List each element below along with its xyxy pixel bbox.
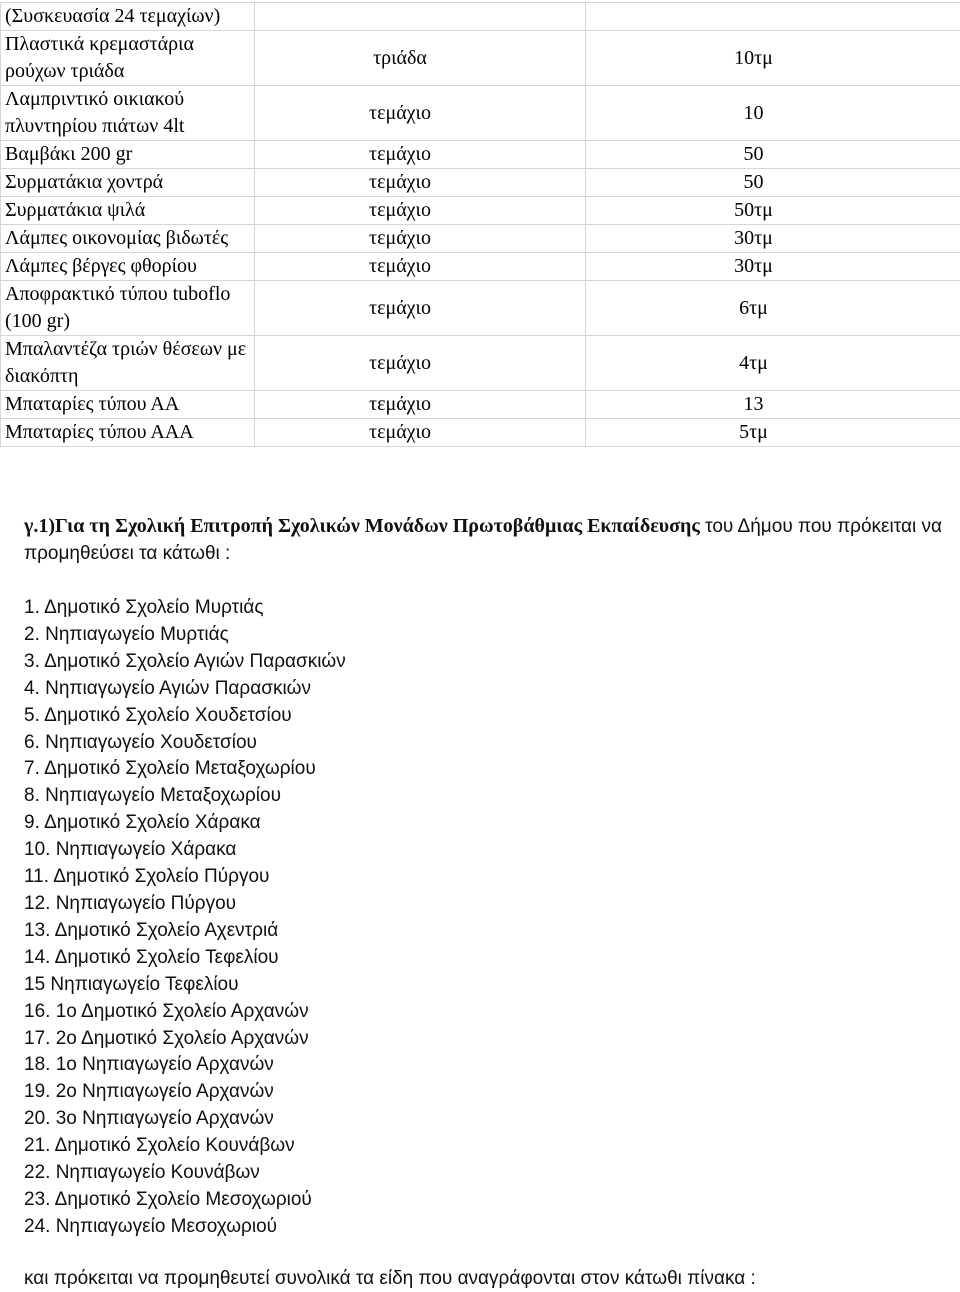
table-row: [1, 253, 960, 281]
list-item: 13. Δημοτικό Σχολείο Αχεντριά: [24, 919, 279, 941]
item-name-cell: Συρματάκια ψιλά: [1, 197, 255, 225]
table-row: [1, 86, 960, 141]
item-qty-cell: 10τμ: [586, 31, 960, 86]
item-name-cell: Μπαταρίες τύπου ΑΑ: [1, 391, 255, 419]
closing-paragraph: και πρόκειται να προμηθευτεί συνολικά τα είδη που αναγράφονται στον κάτωθι πίνακα :: [24, 1268, 756, 1289]
list-item: 19. 2ο Νηπιαγωγείο Αρχανών: [24, 1081, 274, 1103]
list-item: 23. Δημοτικό Σχολείο Μεσοχωριού: [24, 1188, 312, 1210]
item-unit-cell: τεμάχιο: [255, 86, 586, 141]
item-unit-cell: τεμάχιο: [255, 253, 586, 281]
list-item: 3. Δημοτικό Σχολείο Αγιών Παρασκιών: [24, 650, 346, 672]
table-row: [1, 3, 960, 31]
item-unit-cell: τεμάχιο: [255, 141, 586, 169]
list-item: 5. Δημοτικό Σχολείο Χουδετσίου: [24, 704, 292, 726]
table-row: [1, 419, 960, 447]
items-table: [0, 2, 960, 447]
item-qty-cell: [586, 3, 960, 31]
list-item: 8. Νηπιαγωγείο Μεταξοχωρίου: [24, 785, 281, 807]
list-item: 15 Νηπιαγωγείο Τεφελίου: [24, 973, 239, 995]
item-name-cell: Συρματάκια χοντρά: [1, 169, 255, 197]
item-name-cell: Λάμπες οικονομίας βιδωτές: [1, 225, 255, 253]
list-item: 20. 3ο Νηπιαγωγείο Αρχανών: [24, 1108, 274, 1130]
item-qty-cell: 50: [586, 169, 960, 197]
item-unit-cell: τεμάχιο: [255, 225, 586, 253]
list-item: 7. Δημοτικό Σχολείο Μεταξοχωρίου: [24, 758, 316, 780]
list-item: 18. 1ο Νηπιαγωγείο Αρχανών: [24, 1054, 274, 1076]
item-qty-cell: 5τμ: [586, 419, 960, 447]
item-unit-cell: τεμάχιο: [255, 169, 586, 197]
table-row: [1, 336, 960, 391]
section-heading-bold: γ.1)Για τη Σχολική Επιτροπή Σχολικών Μονάδων Πρωτοβάθμιας Εκπαίδευσης: [24, 515, 700, 537]
list-item: 12. Νηπιαγωγείο Πύργου: [24, 892, 237, 914]
list-item: 6. Νηπιαγωγείο Χουδετσίου: [24, 731, 257, 753]
list-item: 2. Νηπιαγωγείο Μυρτιάς: [24, 623, 229, 645]
table-row: [1, 281, 960, 336]
item-unit-cell: τεμάχιο: [255, 281, 586, 336]
table-row: [1, 169, 960, 197]
item-qty-cell: 50τμ: [586, 197, 960, 225]
item-name-cell: (Συσκευασία 24 τεμαχίων): [1, 3, 255, 31]
list-item: 24. Νηπιαγωγείο Μεσοχωριού: [24, 1215, 278, 1237]
item-qty-cell: 6τμ: [586, 281, 960, 336]
item-qty-cell: 10: [586, 86, 960, 141]
item-unit-cell: τεμάχιο: [255, 197, 586, 225]
item-name-cell: Μπαταρίες τύπου ΑΑΑ: [1, 419, 255, 447]
item-qty-cell: 4τμ: [586, 336, 960, 391]
school-list: [24, 595, 346, 1241]
item-name-cell: Λαμπριντικό οικιακού πλυντηρίου πιάτων 4lt: [1, 86, 255, 141]
item-qty-cell: 13: [586, 391, 960, 419]
item-unit-cell: τεμάχιο: [255, 391, 586, 419]
list-item: 4. Νηπιαγωγείο Αγιών Παρασκιών: [24, 677, 311, 699]
list-item: 9. Δημοτικό Σχολείο Χάρακα: [24, 812, 261, 834]
item-name-cell: Λάμπες βέργες φθορίου: [1, 253, 255, 281]
section-heading-rest: του Δήμου που πρόκειται να προμηθεύσει τα κάτωθι :: [24, 516, 942, 564]
list-item: 16. 1ο Δημοτικό Σχολείο Αρχανών: [24, 1000, 309, 1022]
item-unit-cell: τεμάχιο: [255, 336, 586, 391]
item-qty-cell: 30τμ: [586, 253, 960, 281]
item-unit-cell: [255, 3, 586, 31]
list-item: 22. Νηπιαγωγείο Κουνάβων: [24, 1162, 260, 1184]
list-item: 10. Νηπιαγωγείο Χάρακα: [24, 839, 237, 861]
list-item: 17. 2ο Δημοτικό Σχολείο Αρχανών: [24, 1027, 309, 1049]
list-item: 21. Δημοτικό Σχολείο Κουνάβων: [24, 1135, 295, 1157]
item-name-cell: Μπαλαντέζα τριών θέσεων με διακόπτη: [1, 336, 255, 391]
item-unit-cell: τεμάχιο: [255, 419, 586, 447]
section-heading: [24, 513, 960, 567]
table-row: [1, 31, 960, 86]
table-row: [1, 197, 960, 225]
list-item: 1. Δημοτικό Σχολείο Μυρτιάς: [24, 597, 264, 618]
item-unit-cell: τριάδα: [255, 31, 586, 86]
item-name-cell: Βαμβάκι 200 gr: [1, 141, 255, 169]
table-row: [1, 391, 960, 419]
list-item: 11. Δημοτικό Σχολείο Πύργου: [24, 866, 270, 888]
table-row: [1, 141, 960, 169]
item-name-cell: Αποφρακτικό τύπου tuboflo (100 gr): [1, 281, 255, 336]
item-name-cell: Πλαστικά κρεμαστάρια ρούχων τριάδα: [1, 31, 255, 86]
item-qty-cell: 30τμ: [586, 225, 960, 253]
item-qty-cell: 50: [586, 141, 960, 169]
list-item: 14. Δημοτικό Σχολείο Τεφελίου: [24, 946, 279, 968]
table-row: [1, 225, 960, 253]
